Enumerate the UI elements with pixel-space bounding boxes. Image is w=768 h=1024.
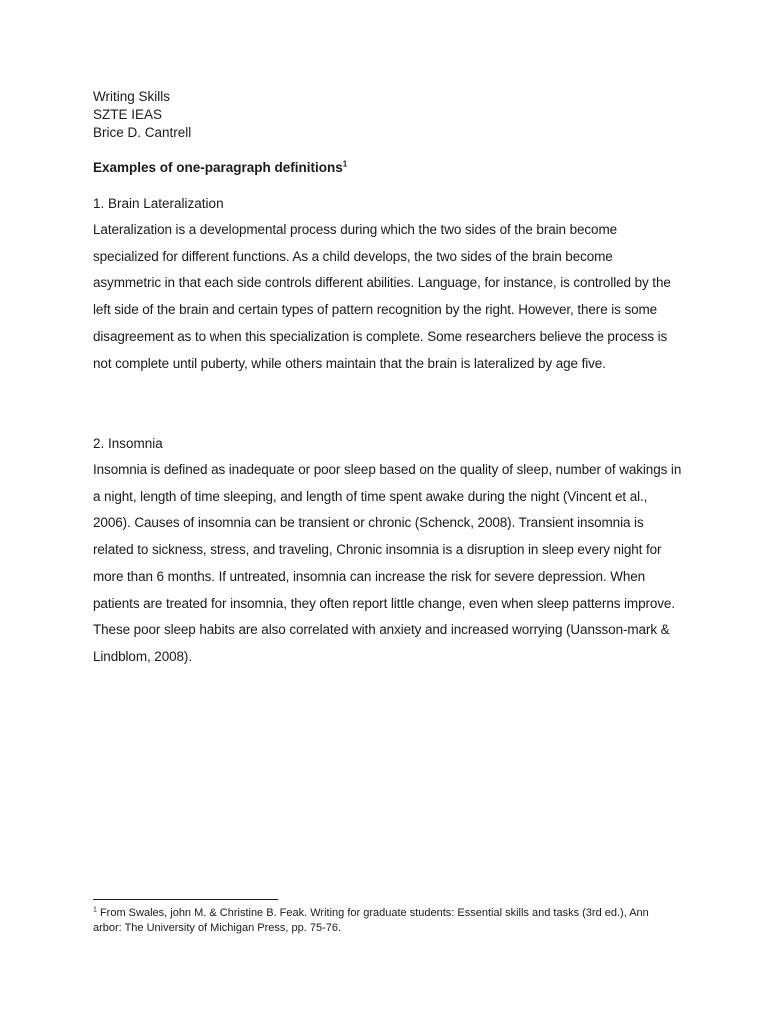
section-insomnia — [93, 435, 683, 671]
section-title: 2. Insomnia — [93, 436, 163, 451]
footnote-separator — [93, 899, 278, 900]
section-title: 1. Brain Lateralization — [93, 196, 224, 211]
footnote-marker: 1 — [93, 906, 97, 914]
section-brain-lateralization — [93, 195, 683, 377]
course-name: Writing Skills — [93, 89, 171, 104]
section-paragraph: Lateralization is a developmental process during which the two sides of the brain become specialized for different functions. As a child develops, the two sides of the brain become asymmetric in that each side controls different abilities. Language, for instance, is controlled by the left side of the brain and certain types of pattern recognition by the right. However, there is some disagreement as to when this specialization is complete. Some researchers believe the process is not complete until puberty, while others maintain that the brain is lateralized by age five. — [93, 222, 671, 371]
author-name: Brice D. Cantrell — [93, 125, 192, 140]
section-paragraph: Insomnia is defined as inadequate or poor sleep based on the quality of sleep, number of wakings in a night, length of time sleeping, and length of time spent awake during the night (Vincent et al., 2006). Causes of insomnia can be transient or chronic (Schenck, 2008). Transient insomnia is related to sickness, stress, and traveling, Chronic insomnia is a disruption in sleep every night for more than 6 months. If untreated, insomnia can increase the risk for severe depression. When patients are treated for insomnia, they often report little change, even when sleep patterns improve. These poor sleep habits are also correlated with anxiety and increased worrying (Uansson-mark & Lindblom, 2008). — [93, 462, 682, 664]
document-title-text: Examples of one-paragraph definitions — [93, 160, 343, 175]
footnote-text: From Swales, john M. & Christine B. Feak. Writing for graduate students: Essential skills and tasks (3rd ed.), Ann arbor: The University of Michigan Press, pp. 75-76. — [93, 907, 649, 934]
footnote-reference[interactable]: 1 — [342, 159, 348, 169]
institution-name: SZTE IEAS — [93, 107, 163, 122]
document-title — [93, 159, 347, 177]
footnote — [93, 906, 673, 936]
document-header — [93, 88, 191, 142]
